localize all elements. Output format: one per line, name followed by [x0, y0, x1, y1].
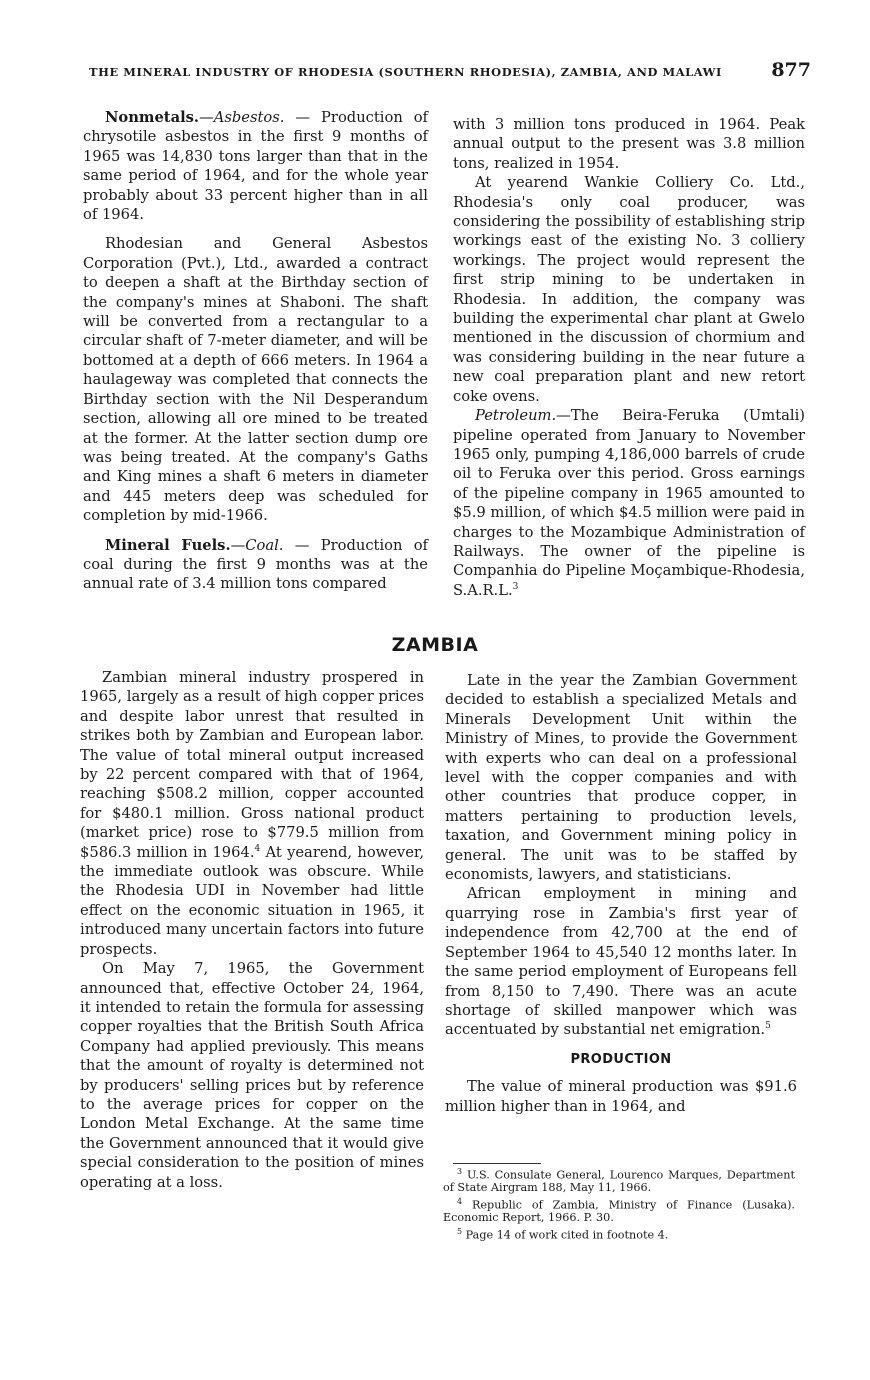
running-head [89, 59, 811, 81]
mineral-fuels-paragraph [83, 536, 428, 594]
footnote-rule [453, 1163, 541, 1164]
mineral-fuels-runin: Mineral Fuels. [105, 536, 231, 554]
footnote-text: Page 14 of work cited in footnote 4. [465, 1228, 669, 1242]
petroleum-paragraph [453, 406, 805, 600]
zambia-paragraph-2: On May 7, 1965, the Government announced that, effective October 24, 1964, it intended to retain the formula for assessing copper royalties that the British South Africa Company had applied previously. This means that the amount of royalty is determined not by producers' selling prices but by reference to the average prices for copper on the London Metal Exchange. At the same time the Government announced that it would give special consideration to the position of mines operating at a loss. [80, 960, 424, 1191]
footnote-5 [443, 1226, 795, 1242]
zambia-p1-text-b: At yearend, however, the immediate outlook was obscure. While the Rhodesia UDI in November had little effect on the economic situation in 1965, it introduced many uncertain factors into future prospects. [80, 843, 424, 958]
rhodesia-left-column [83, 108, 428, 594]
running-head-title: THE MINERAL INDUSTRY OF RHODESIA (SOUTHERN RHODESIA), ZAMBIA, AND MALAWI [89, 65, 722, 79]
footnote-number: 5 [457, 1226, 463, 1236]
coal-continued-paragraph: with 3 million tons produced in 1964. Peak annual output to the present was 3.8 million tons, realized in 1954. [453, 116, 805, 172]
asbestos-runin: —Asbestos. [199, 109, 285, 126]
footnote-text: U.S. Consulate General, Lourenco Marques, Department of State Airgram 188, May 11, 1966. [443, 1168, 796, 1195]
nonmetals-runin: Nonmetals. [105, 109, 200, 126]
footnote-number: 3 [457, 1167, 463, 1176]
production-heading: PRODUCTION [570, 1051, 672, 1067]
footnotes [443, 1166, 795, 1243]
footnote-ref-5: 5 [765, 1021, 771, 1032]
zambia-left-column [80, 668, 424, 1192]
zambia-paragraph-3: Late in the year the Zambian Government decided to establish a specialized Metals and Minerals Development Unit within the Ministry of Mines, to provide the Government with experts who can deal on a professional level with the copper companies and with other countries that produce copper, in matters pertaining to production levels, taxation, and Government mining policy in general. The unit was to be staffed by economists, lawyers, and statisticians. [445, 672, 797, 884]
nonmetals-text: — Production of chrysotile asbestos in the first 9 months of 1965 was 14,830 tons larger than that in the same period of 1964, and for the whole year probably about 33 percent higher than in all of 1964. [83, 109, 428, 224]
zambia-p4-text: African employment in mining and quarrying rose in Zambia's first year of independence from 42,700 at the end of September 1964 to 45,540 12 months later. In the same period employment of Europeans fell from 8,150 to 7,490. There was an acute shortage of skilled manpower which was accentuated by substantial net emigration. [445, 885, 797, 1039]
mineral-fuels-text: — Production of coal during the first 9 months was at the annual rate of 3.4 million tons compared [83, 536, 428, 593]
footnote-3 [443, 1166, 795, 1195]
footnote-ref-4: 4 [254, 843, 261, 854]
production-paragraph: The value of mineral production was $91.6 million higher than in 1964, and [445, 1078, 797, 1115]
zambia-p1-text-a: Zambian mineral industry prospered in 1965, largely as a result of high copper prices and despite labor unrest that resulted in strikes both by Zambian and European labor. The value of total mineral output increased by 22 percent compared with that of 1964, reaching $508.2 million, copper accounted for $480.1 million. Gross national product (market price) rose to $779.5 million from $586.3 million in 1964. [80, 669, 424, 861]
rhodesia-right-column [453, 115, 805, 600]
page-number: 877 [771, 59, 811, 81]
footnote-4 [443, 1196, 795, 1225]
zambia-paragraph-1 [80, 668, 424, 959]
petroleum-runin: Petroleum. [475, 407, 557, 425]
zambia-right-column [445, 671, 797, 1116]
zambia-heading: ZAMBIA [391, 634, 479, 656]
asbestos-paragraph: Rhodesian and General Asbestos Corporation (Pvt.), Ltd., awarded a contract to deepen a shaft at the Birthday section of the company's mines at Shaboni. The shaft will be converted from a rectangular to a circular shaft of 7-meter diameter, and will be bottomed at a depth of 666 meters. In 1964 a haulageway was completed that connects the Birthday section with the Nil Desperandum section, allowing all ore mined to be treated at the former. At the latter section dump ore was being treated. At the company's Gaths and King mines a shaft 6 meters in diameter and 445 meters deep was scheduled for completion by mid-1966. [83, 235, 428, 525]
coal-runin: —Coal. [230, 536, 284, 554]
zambia-paragraph-4 [445, 884, 797, 1039]
footnote-ref-3: 3 [512, 581, 519, 592]
petroleum-text: —The Beira-Feruka (Umtali) pipeline operated from January to November 1965 only, pumping 4,186,000 barrels of crude oil to Feruka over this period. Gross earnings of the pipeline company in 1965 amounted to $5.9 million, of which $4.5 million were paid in charges to the Mozambique Administration of Railways. The owner of the pipeline is Companhia do Pipeline Moçambique-Rhodesia, S.A.R.L. [453, 407, 805, 599]
wankie-paragraph: At yearend Wankie Colliery Co. Ltd., Rhodesia's only coal producer, was considering the possibility of establishing strip workings east of the existing No. 3 colliery workings. The project would represent the first strip mining to be undertaken in Rhodesia. In addition, the company was building the experimental char plant at Gwelo mentioned in the discussion of chormium and was considering building in the near future a new coal preparation plant and new retort coke ovens. [453, 174, 805, 405]
footnote-number: 4 [457, 1196, 463, 1206]
footnote-text: Republic of Zambia, Ministry of Finance (Lusaka). Economic Report, 1966. P. 30. [443, 1198, 795, 1225]
nonmetals-paragraph [83, 108, 428, 224]
